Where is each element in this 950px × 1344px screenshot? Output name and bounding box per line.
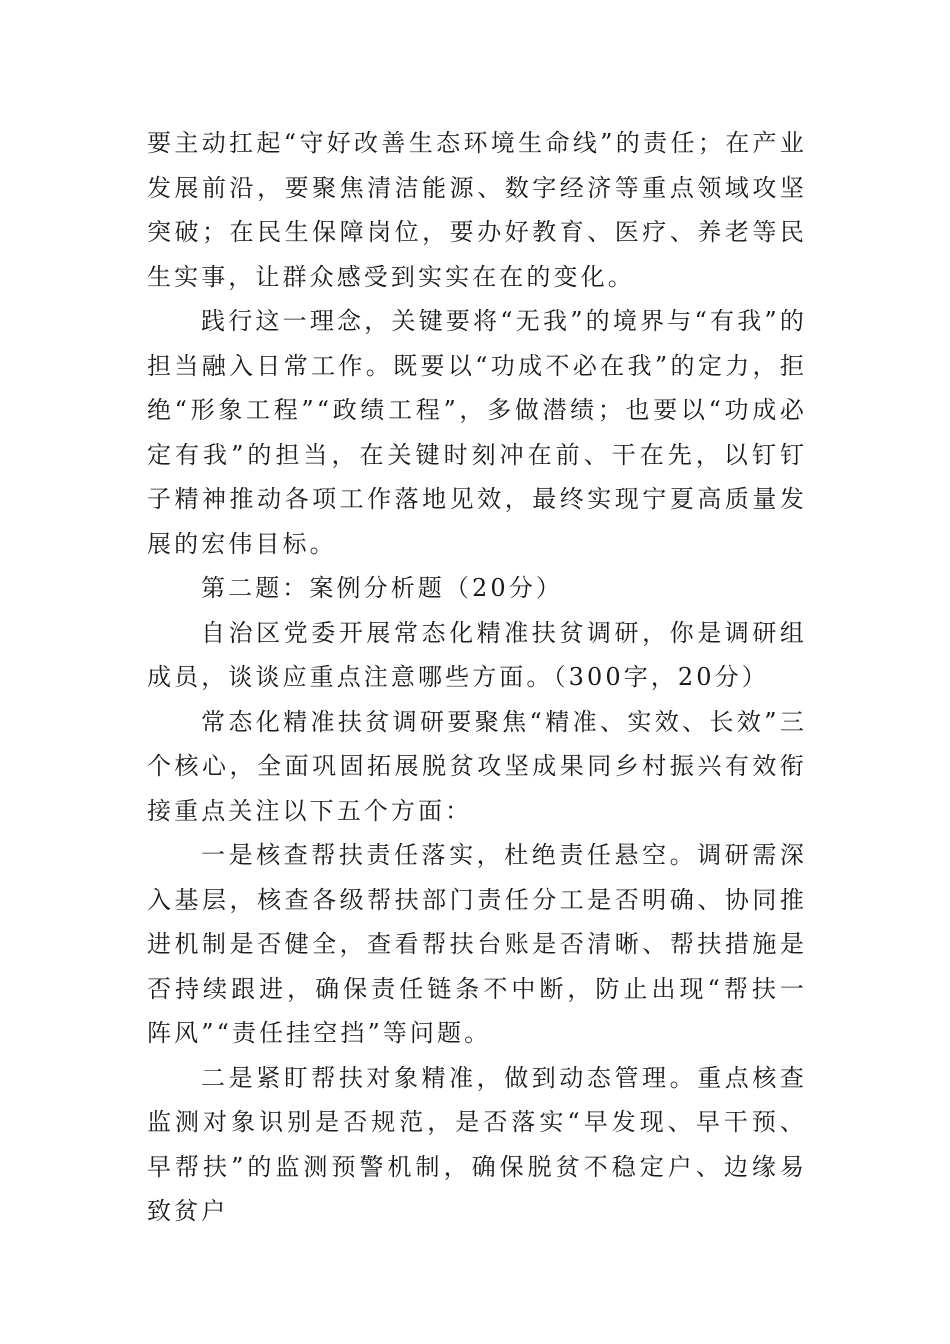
question-heading: 第二题：案例分析题（20分） xyxy=(201,574,563,602)
paragraph-1: 要主动扛起“守好改善生态环境生命线”的责任；在产业发展前沿，要聚焦清洁能源、数字经济等重点领域攻坚突破；在民生保障岗位，要办好教育、医疗、养老等民生实事，让群众感受到实实在在的变化。 xyxy=(147,129,807,291)
answer-intro: 常态化精准扶贫调研要聚焦“精准、实效、长效”三个核心，全面巩固拓展脱贫攻坚成果同乡村振兴有效衔接重点关注以下五个方面： xyxy=(147,707,807,825)
paragraph-2: 践行这一理念，关键要将“无我”的境界与“有我”的担当融入日常工作。既要以“功成不必在我”的定力，拒绝“形象工程”“政绩工程”，多做潜绩；也要以“功成必定有我”的担当，在关键时刻冲在前、干在先，以钉钉子精神推动各项工作落地见效，最终实现宁夏高质量发展的宏伟目标。 xyxy=(147,307,807,558)
document-body xyxy=(147,121,807,1234)
question-prompt: 自治区党委开展常态化精准扶贫调研，你是调研组成员，谈谈应重点注意哪些方面。（300字，20分） xyxy=(147,618,807,691)
answer-point-2: 二是紧盯帮扶对象精准，做到动态管理。重点核查监测对象识别是否规范，是否落实“早发现、早干预、早帮扶”的监测预警机制，确保脱贫不稳定户、边缘易致贫户 xyxy=(147,1063,807,1225)
answer-point-1: 一是核查帮扶责任落实，杜绝责任悬空。调研需深入基层，核查各级帮扶部门责任分工是否明确、协同推进机制是否健全，查看帮扶台账是否清晰、帮扶措施是否持续跟进，确保责任链条不中断，防止出现“帮扶一阵风”“责任挂空挡”等问题。 xyxy=(147,841,807,1047)
